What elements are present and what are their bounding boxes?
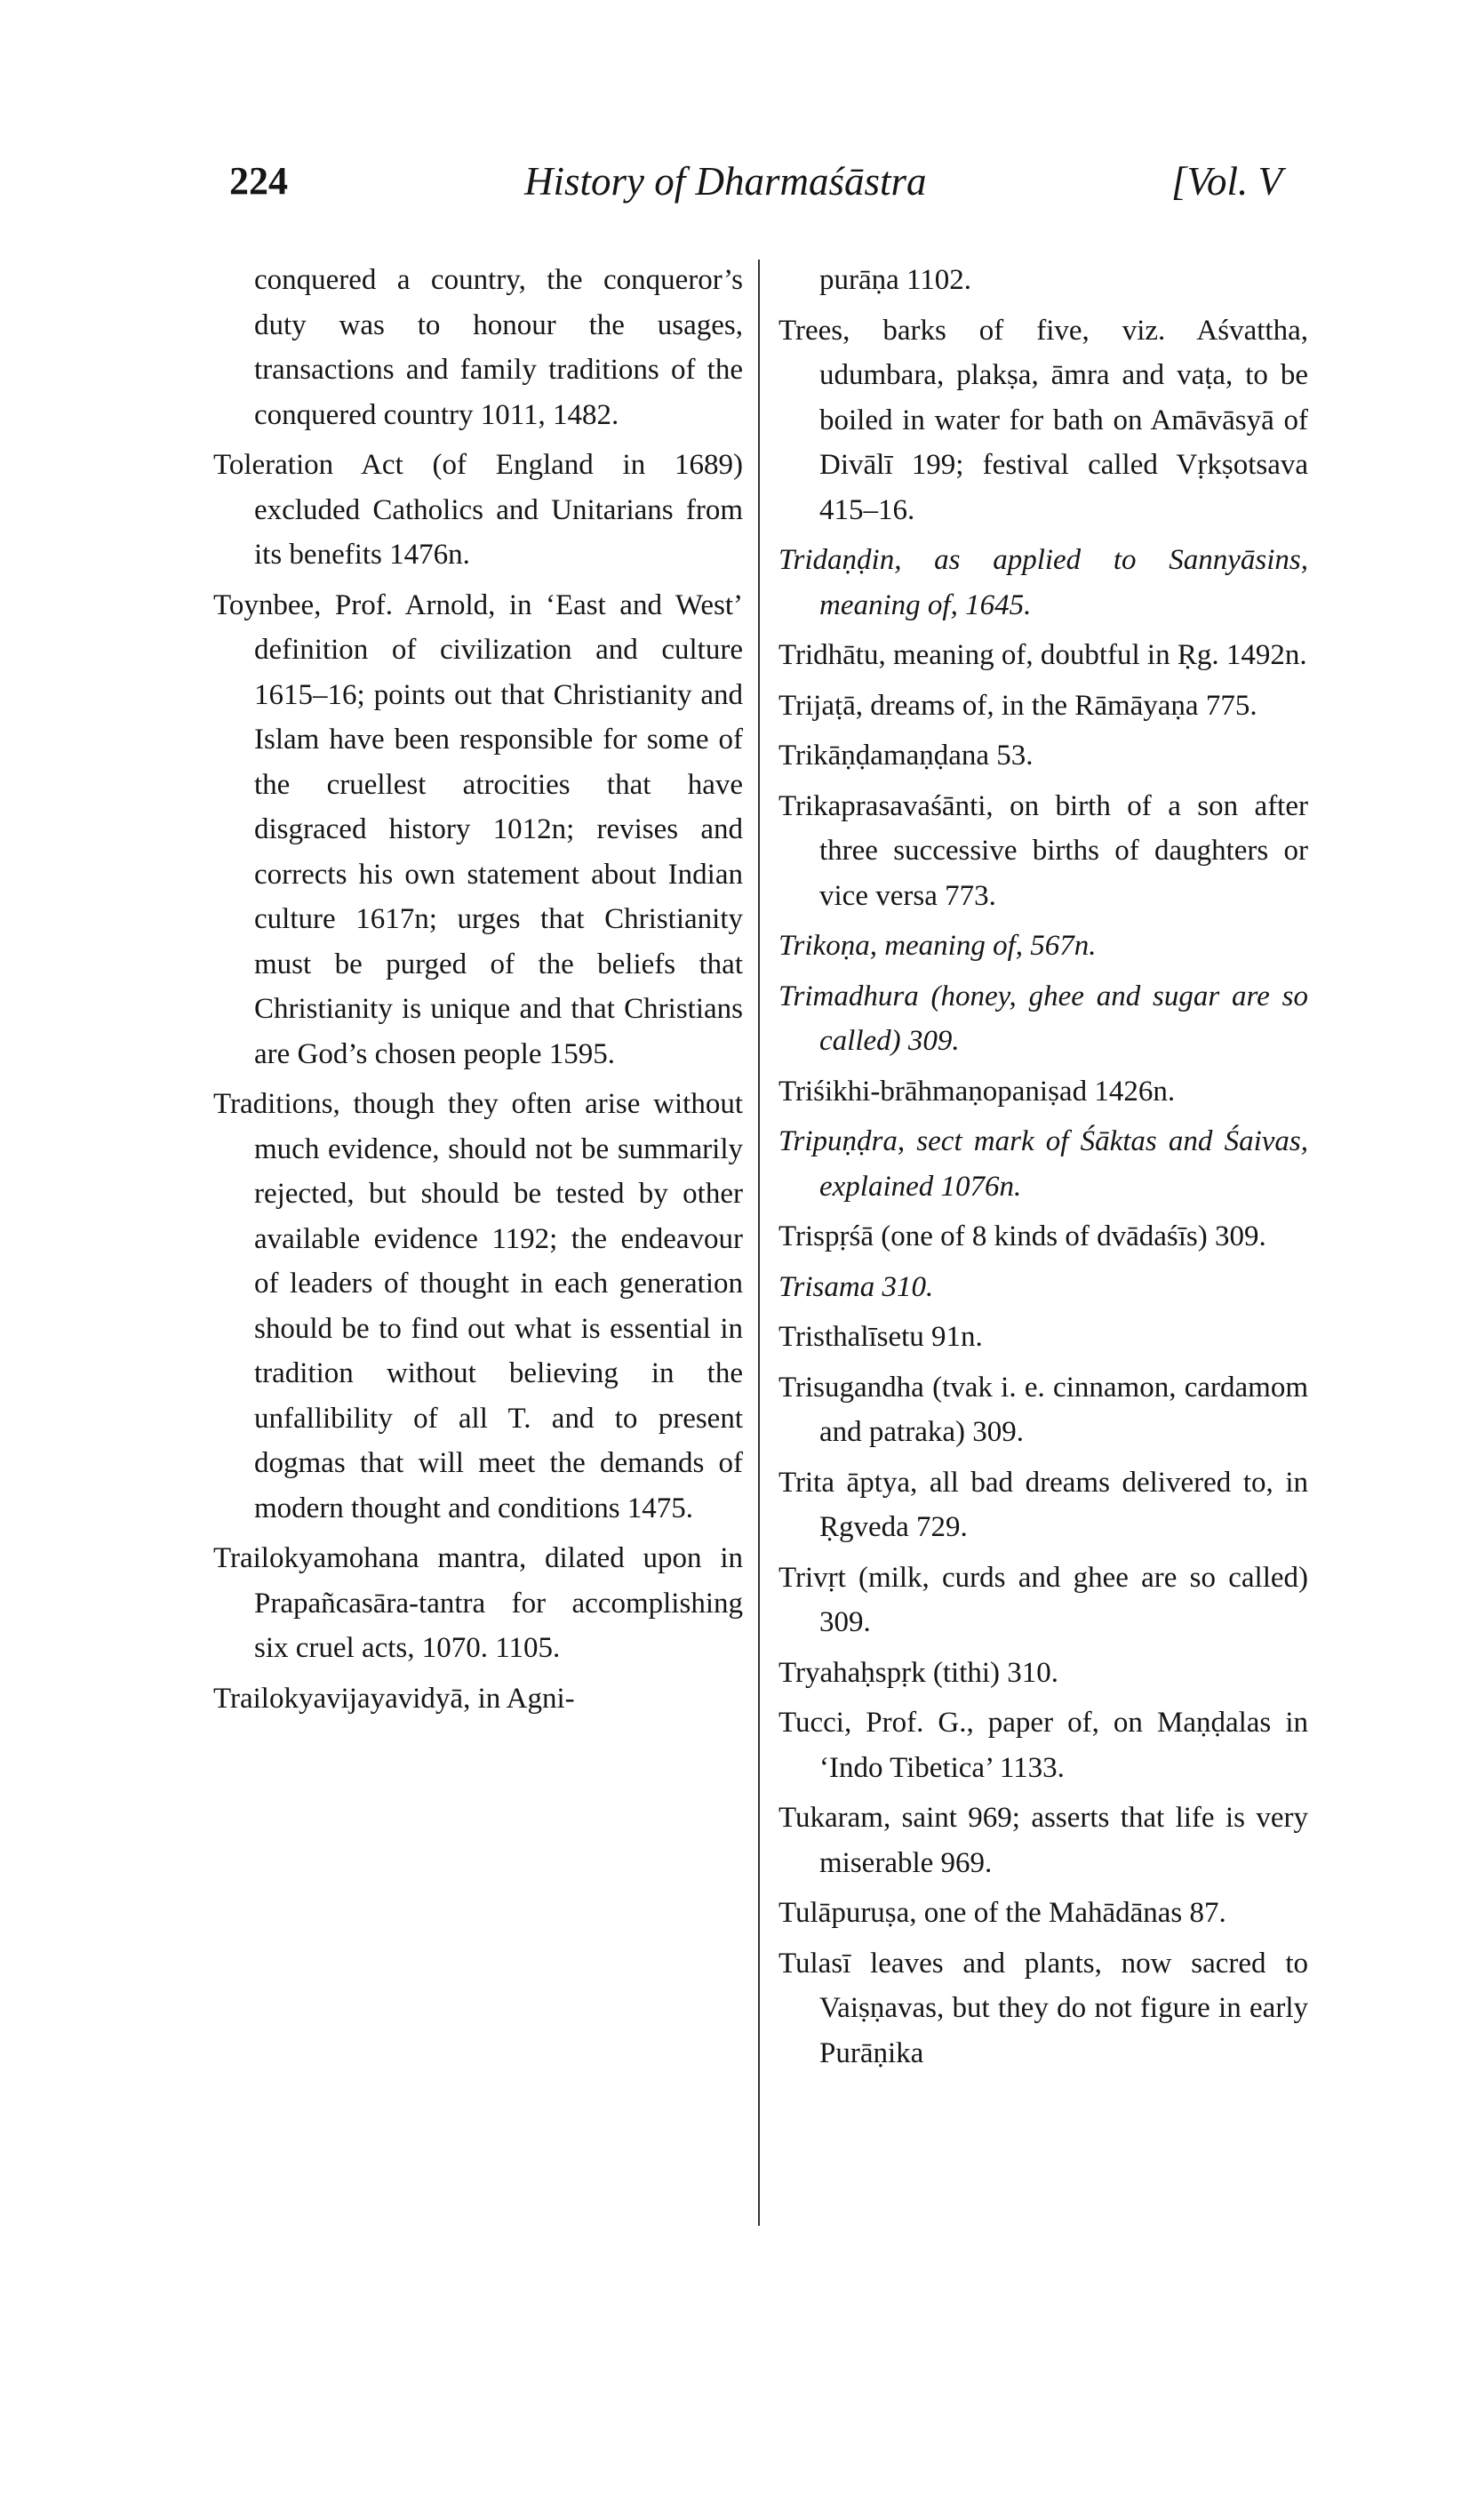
index-entry: Toleration Act (of England in 1689) excluded Catholics and Unitarians from its benefits 1476n. <box>213 449 743 571</box>
index-entry: Trikaprasavaśānti, on birth of a son after three successive births of daughters or vice versa 773. <box>778 789 1308 912</box>
index-column-left <box>213 258 743 1726</box>
running-header <box>0 158 1469 220</box>
index-entry: Tulāpuruṣa, one of the Mahādānas 87. <box>778 1897 1226 1929</box>
index-entry: Tridaṇḍin, as applied to Sannyāsins, meaning of, 1645. <box>778 544 1308 621</box>
index-entry: Tripuṇḍra, sect mark of Śāktas and Śaivas, explained 1076n. <box>778 1125 1308 1203</box>
column-divider <box>758 260 760 2226</box>
index-entry: Triśikhi-brāhmaṇopaniṣad 1426n. <box>778 1075 1176 1108</box>
index-entry: Tristhalīsetu 91n. <box>778 1321 983 1353</box>
page-number: 224 <box>229 159 288 203</box>
index-entry: Tryahaḥspṛk (tithi) 310. <box>778 1656 1059 1689</box>
index-entry: Traditions, though they often arise without much evidence, should not be summarily rejected, but should be tested by other available evidence 1192; the endeavour of leaders of thought in each generation should be to find out what is essential in tradition without believing in the unfallibility of all T. and to present dogmas that will meet the demands of modern thought and conditions 1475. <box>213 1088 743 1524</box>
index-entry: Trees, barks of five, viz. Aśvattha, udumbara, plakṣa, āmra and vaṭa, to be boiled in water for bath on Amāvāsyā of Divālī 199; festival called Vṛkṣotsava 415–16. <box>778 314 1308 526</box>
index-entry: Trisugandha (tvak i. e. cinnamon, cardamom and patraka) 309. <box>778 1371 1308 1448</box>
index-entry: Trisama 310. <box>778 1270 934 1303</box>
volume-label: [Vol. V <box>1171 159 1283 204</box>
running-title: History of Dharmaśāstra <box>524 159 927 204</box>
index-entry: Tridhātu, meaning of, doubtful in Ṛg. 1492n. <box>778 639 1307 671</box>
index-entry: Trailokyavijayavidyā, in Agni- <box>213 1682 575 1715</box>
index-entry: Trita āptya, all bad dreams delivered to, in Ṛgveda 729. <box>778 1466 1308 1543</box>
index-entry: Trijaṭā, dreams of, in the Rāmāyaṇa 775. <box>778 689 1257 722</box>
index-entry: Trivṛt (milk, curds and ghee are so called) 309. <box>778 1561 1308 1638</box>
index-entry: Trispṛśā (one of 8 kinds of dvādaśīs) 309. <box>778 1220 1266 1252</box>
index-entry: conquered a country, the conqueror’s duty was to honour the usages, transactions and family traditions of the conquered country 1011, 1482. <box>254 264 743 431</box>
index-entry: Trimadhura (honey, ghee and sugar are so called) 309. <box>778 980 1308 1057</box>
index-entry: Toynbee, Prof. Arnold, in ‘East and West’ definition of civilization and culture 1615–16; points out that Christianity and Islam have been responsible for some of the cruellest atrocities that have disgraced history 1012n; revises and corrects his own statement about Indian culture 1617n; urges that Christianity must be purged of the beliefs that Christianity is unique and that Christians are God’s chosen people 1595. <box>213 588 743 1070</box>
index-entry: Tulasī leaves and plants, now sacred to Vaiṣṇavas, but they do not figure in early Purāṇika <box>778 1947 1308 2069</box>
index-column-right <box>778 258 1308 2081</box>
index-entry: Trikoṇa, meaning of, 567n. <box>778 930 1097 962</box>
index-entry: Tukaram, saint 969; asserts that life is very miserable 969. <box>778 1802 1308 1879</box>
index-entry: Trikāṇḍamaṇḍana 53. <box>778 740 1034 772</box>
index-entry: Tucci, Prof. G., paper of, on Maṇḍalas in ‘Indo Tibetica’ 1133. <box>778 1707 1308 1784</box>
index-entry: Trailokyamohana mantra, dilated upon in Prapañcasāra-tantra for accomplishing six cruel acts, 1070. 1105. <box>213 1542 743 1664</box>
index-entry: purāṇa 1102. <box>819 264 972 296</box>
